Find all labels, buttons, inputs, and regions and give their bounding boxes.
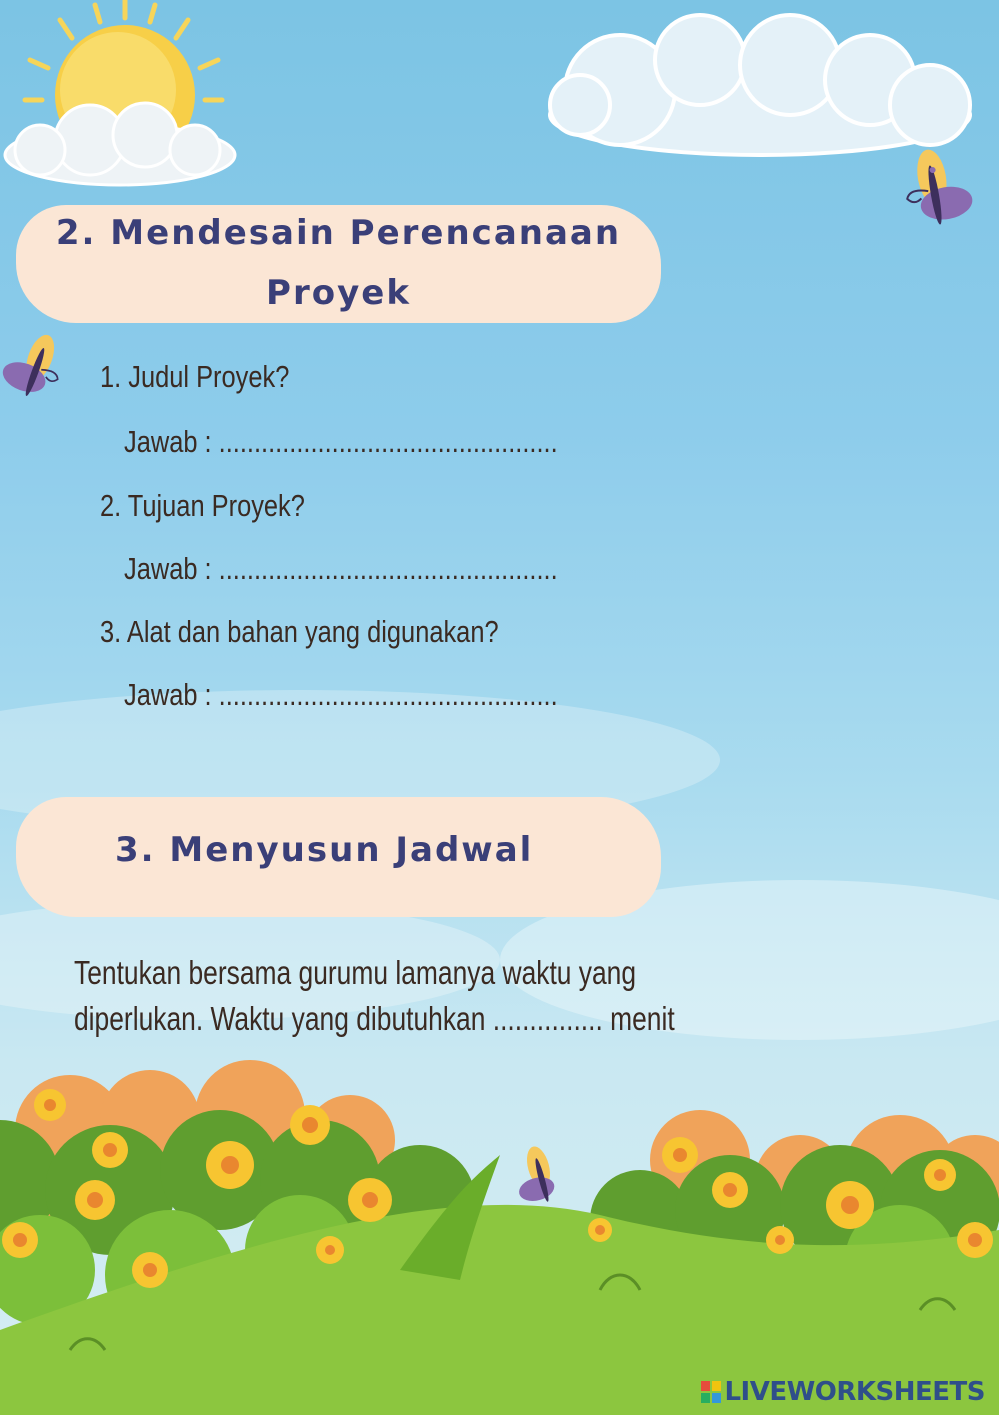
answer-label-3: Jawab : ................................................	[124, 677, 558, 712]
section3-instruction	[74, 950, 675, 1042]
cloud-icon	[550, 15, 970, 155]
section3-title: 3. Menyusun Jadwal	[115, 830, 534, 870]
liveworksheets-logo	[701, 1377, 985, 1407]
butterfly-icon	[508, 1144, 558, 1208]
butterfly-icon	[899, 143, 975, 229]
instruction-line1: Tentukan bersama gurumu lamanya waktu yang	[74, 954, 637, 991]
instruction-line2: diperlukan. Waktu yang dibutuhkan ............... menit	[74, 1000, 675, 1037]
time-blank[interactable]: ...............	[492, 1000, 603, 1037]
answer-blank-2[interactable]: ................................................	[218, 551, 558, 586]
answer-label-2: Jawab : ................................................	[124, 551, 558, 586]
question-3: 3. Alat dan bahan yang digunakan?	[100, 614, 499, 649]
cloud-icon	[5, 103, 235, 185]
section2-title-line2: Proyek	[266, 273, 411, 313]
liveworksheets-logo-icon	[701, 1381, 721, 1403]
answer-blank-1[interactable]: ................................................	[218, 424, 558, 459]
question-2: 2. Tujuan Proyek?	[100, 488, 305, 523]
butterfly-icon	[0, 325, 71, 404]
answer-blank-3[interactable]: ................................................	[218, 677, 558, 712]
liveworksheets-brand: LIVEWORKSHEETS	[724, 1377, 985, 1407]
section2-title-line1: 2. Mendesain Perencanaan	[55, 213, 622, 253]
answer-label-1: Jawab : ................................................	[124, 424, 558, 459]
question-1: 1. Judul Proyek?	[100, 359, 290, 394]
